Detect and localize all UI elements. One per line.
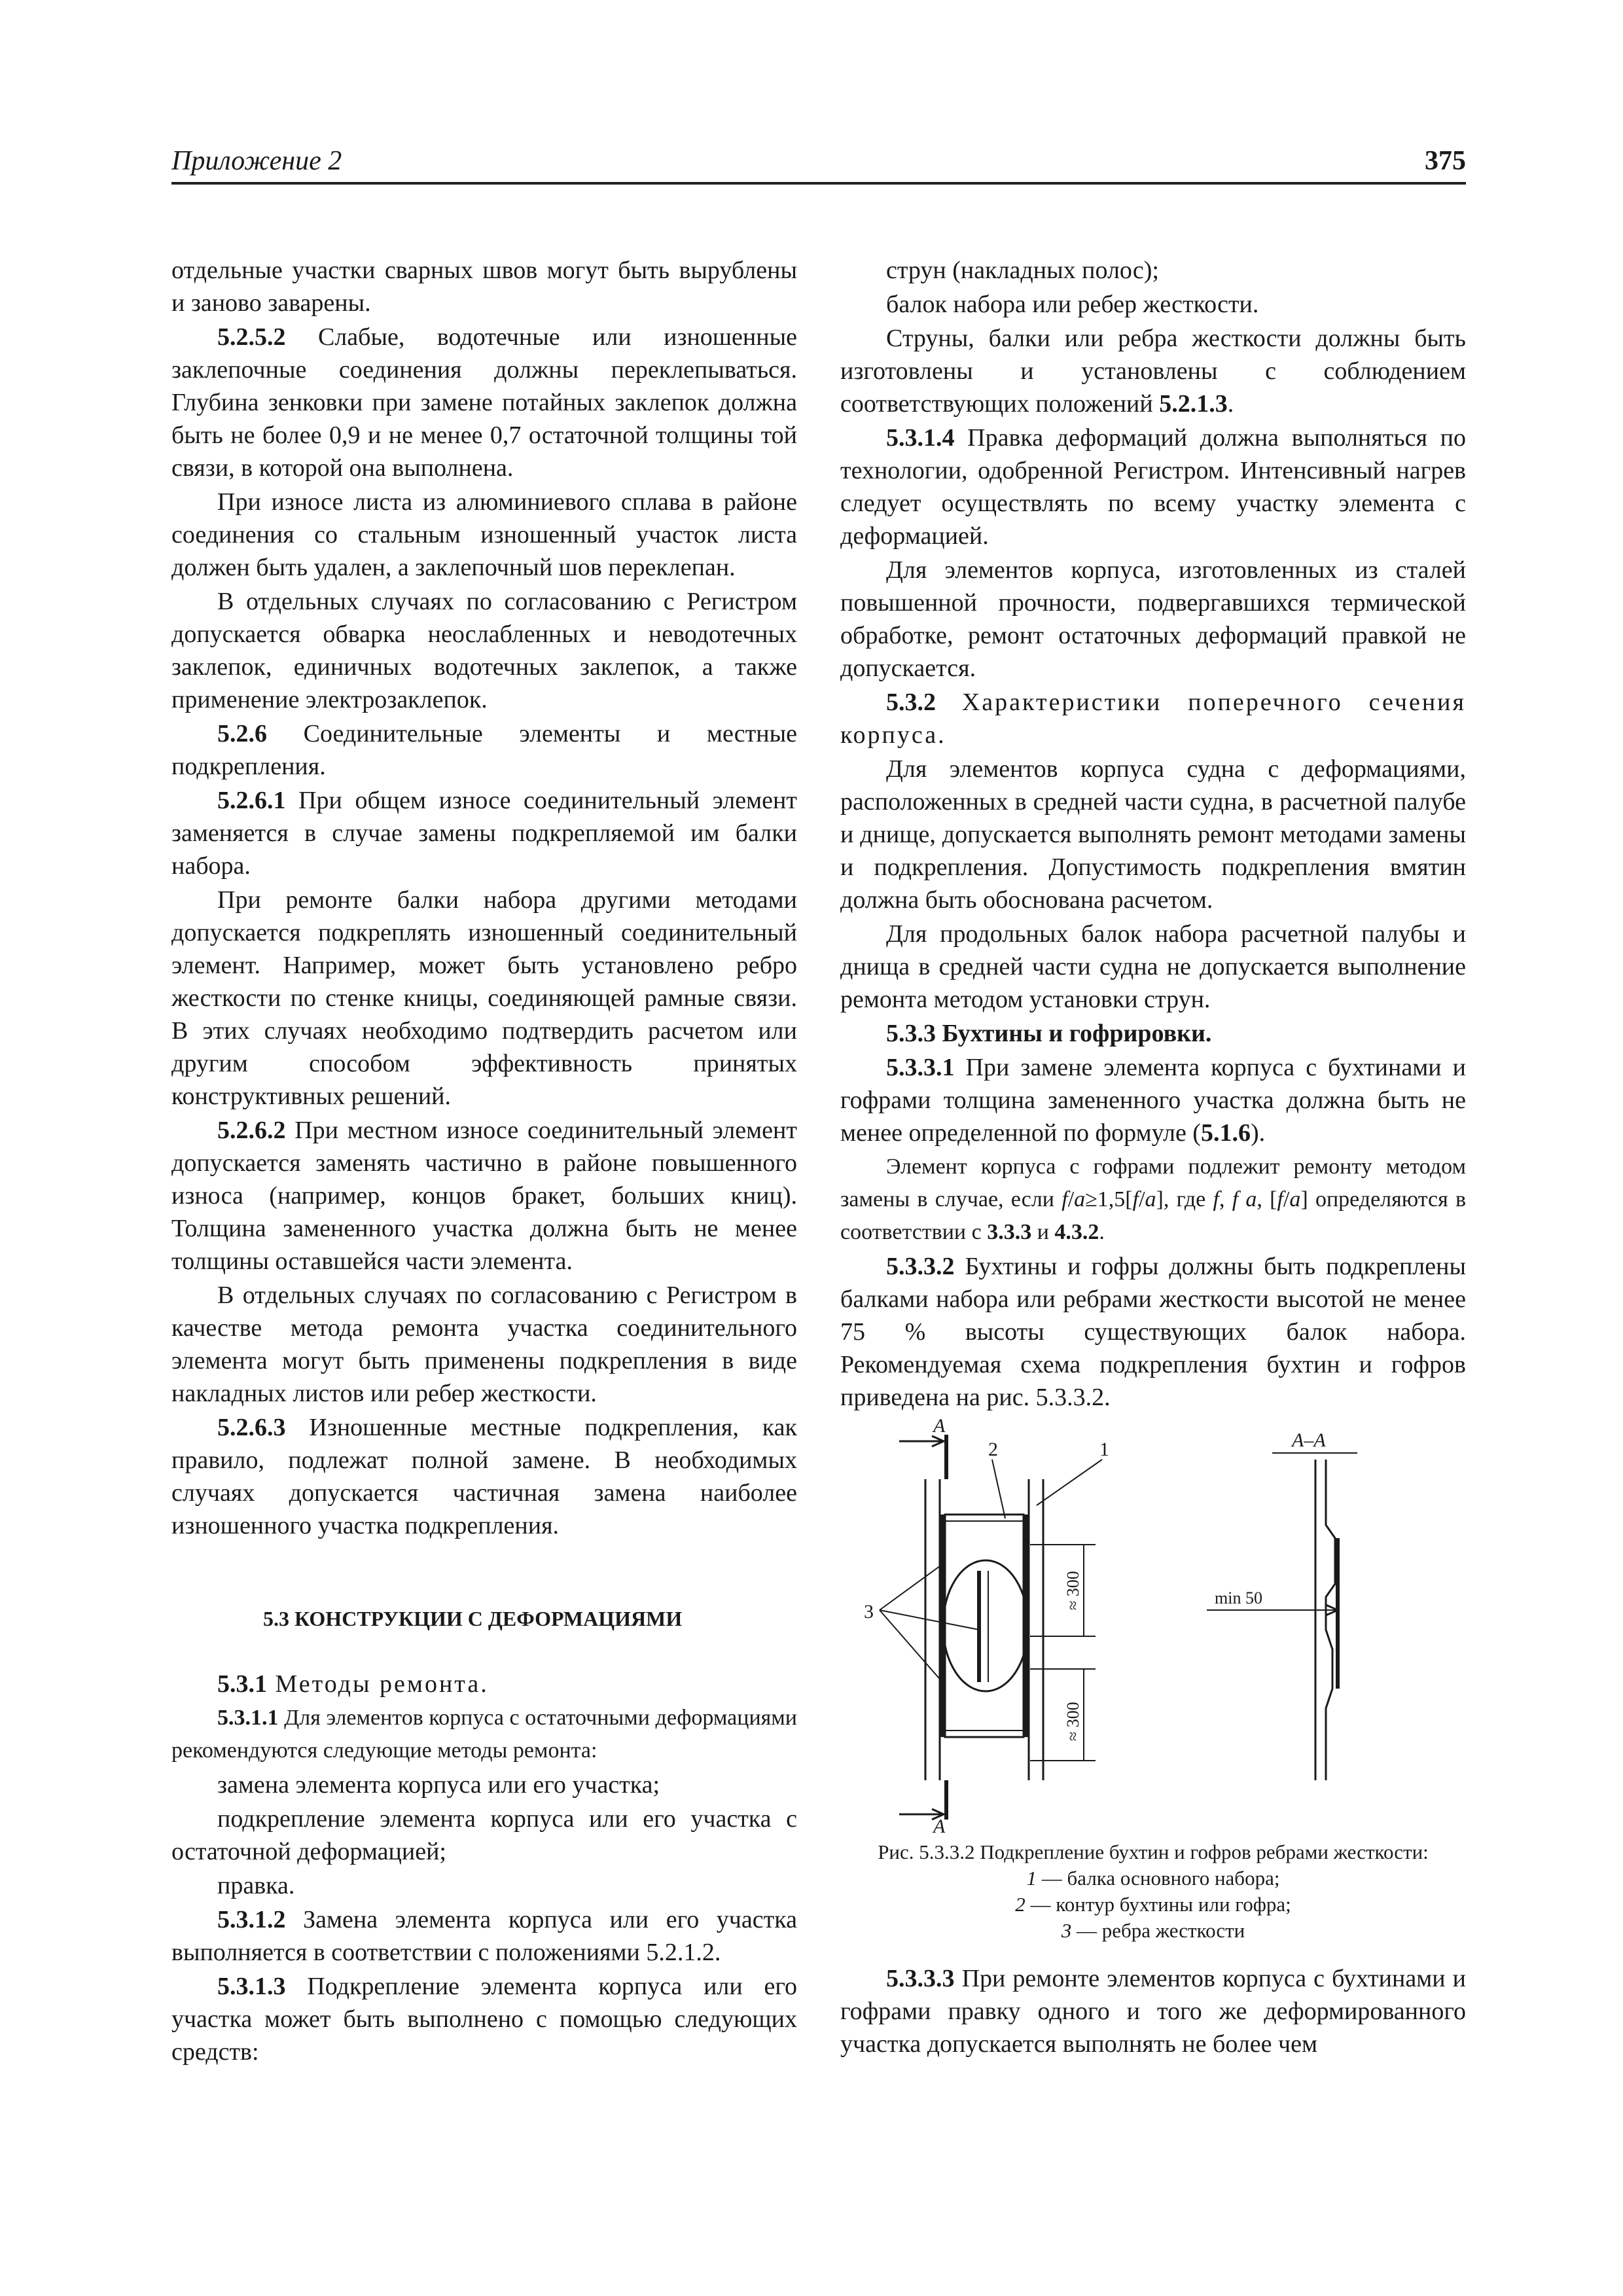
clause-title: Соединительные элементы и местные подкрепления. [171,720,797,780]
min-dimension-label: min 50 [1215,1588,1262,1607]
section-heading: 5.3 КОНСТРУКЦИИ С ДЕФОРМАЦИЯМИ [263,1607,683,1630]
caption-item-number: 2 [1015,1893,1026,1916]
paragraph [171,1411,797,1542]
page-number: 375 [1425,146,1466,176]
paragraph-text: ] определяются в соответствии с [840,1187,1467,1244]
formula-text: , [ [1257,1187,1277,1211]
clause-number: 5.2.6.3 [217,1414,286,1441]
paragraph-text: Замена элемента корпуса или его участка выполняется в соответствии с положениями 5.2.1.2. [171,1906,797,1966]
paragraph-text: Слабые, водотечные или изношенные заклепочные соединения должны переклепываться. Глубина зенковки при замене потайных заклепок должна быть не более 0,9 и не менее 0,7 остаточной толщины той связи, в которой она выполнена. [171,323,797,482]
right-column-continued [840,1962,1466,2062]
formula-text: ], где [1156,1187,1213,1211]
figure-label-a-bottom: A [933,1816,946,1833]
paragraph: В отдельных случаях по согласованию с Регистром допускается обварка неослабленных и неводотечных заклепок, единичных водотечных заклепок, а также применение электрозаклепок. [171,588,797,713]
paragraph: Для продольных балок набора расчетной палубы и днища в средней части судна не допускается выполнение ремонта методом установки струн. [840,920,1466,1013]
list-item: правка. [217,1872,295,1899]
paragraph: Для элементов корпуса, изготовленных из сталей повышенной прочности, подвергавшихся термической обработке, ремонт остаточных деформаций правкой не допускается. [840,556,1466,682]
section-label: A–A [1292,1429,1326,1451]
formula-reference: 5.1.6 [1200,1119,1251,1147]
dimension-label-300-lower: ≈ 300 [1063,1702,1082,1741]
paragraph-text: Правка деформаций должна выполняться по технологии, одобренной Регистром. Интенсивный нагрев следует осуществлять по всему участку элемента с деформацией. [840,424,1466,550]
paragraph [171,717,797,783]
paragraph [840,322,1466,420]
list-item: струн (накладных полос); [886,257,1159,284]
dimension-label-300-upper: ≈ 300 [1063,1571,1082,1610]
caption-item-text: — контур бухтины или гофра; [1025,1893,1291,1916]
paragraph-text: Элемент корпуса с гофрами подлежит ремонту методом замены в случае, если [840,1155,1466,1211]
cross-reference: 3.3.3 [987,1220,1032,1244]
paragraph-text: При общем износе соединительный элемент заменяется в случае замены подкрепляемой им балки набора. [171,787,797,880]
clause-title: Методы ремонта. [267,1670,489,1698]
clause-number: 5.3.1.4 [886,424,955,452]
clause-number: 5.3.1.2 [217,1906,286,1933]
caption-item-text: — балка основного набора; [1037,1867,1280,1890]
formula-text [1238,1187,1245,1211]
formula-text: / [1283,1187,1290,1211]
formula-text: / [1139,1187,1145,1211]
formula-text: / [1067,1187,1075,1211]
clause-number: 5.2.6 [217,720,267,747]
paragraph [840,1051,1466,1149]
paragraph-text: Для элементов корпуса с остаточными деформациями рекомендуются следующие методы ремонта: [171,1706,797,1763]
right-column [840,254,1466,1415]
paragraph [171,1903,797,1969]
formula-symbol: a [1245,1187,1257,1211]
paragraph-text: и [1031,1220,1055,1244]
caption-item-text: — ребра жесткости [1071,1919,1245,1942]
paragraph [171,784,797,882]
clause-number: 5.3.2 [886,689,936,716]
paragraph-text: При местном износе соединительный элемент допускается заменять частично в районе повышенного износа (например, концов бракет, больших книц). Толщина замененного участка должна быть не менее толщины оставшейся части элемента. [171,1117,797,1275]
caption-title: Рис. 5.3.3.2 Подкрепление бухтин и гофров ребрами жесткости: [878,1840,1429,1863]
clause-title: Бухтины и гофрировки. [936,1020,1212,1047]
cross-reference: 4.3.2 [1054,1220,1099,1244]
formula-text: ≥1,5[ [1085,1187,1133,1211]
left-column [171,254,797,2070]
paragraph [171,1114,797,1278]
clause-number: 5.3.1.1 [217,1706,279,1730]
caption-item-1 [840,1865,1466,1892]
list-item: замена элемента корпуса или его участка; [217,1771,660,1799]
clause-title: Характеристики поперечного сечения корпуса. [840,689,1466,749]
clause-number: 5.3.3 [886,1020,936,1047]
figure-stiffener-scheme [840,1414,1466,1833]
formula-symbol: a [1289,1187,1301,1211]
clause-number: 5.3.3.3 [886,1965,955,1992]
paragraph [840,1962,1466,2060]
list-item: балок набора или ребер жесткости. [886,291,1259,318]
formula-symbol: f [1277,1187,1283,1211]
formula-text: , [1219,1187,1232,1211]
paragraph: Для элементов корпуса судна с деформациями, расположенных в средней части судна, в расчетной палубе и днище, допускается выполнять ремонт методами замены и подкрепления. Допустимость подкрепления вмятин должна быть обоснована расчетом. [840,755,1466,914]
paragraph [840,422,1466,552]
clause-number: 5.3.1.3 [217,1973,286,2000]
figure-label-a-top: A [933,1415,946,1437]
paragraph: отдельные участки сварных швов могут быть вырублены и заново заварены. [171,257,797,317]
paragraph [840,1151,1466,1249]
caption-item-number: 1 [1026,1867,1037,1890]
formula-symbol: f [1232,1187,1239,1211]
formula-symbol: f [1061,1187,1068,1211]
paragraph-text: Подкрепление элемента корпуса или его участка может быть выполнено с помощью следующих средств: [171,1973,797,2066]
formula-symbol: a [1074,1187,1086,1211]
figure-caption [840,1839,1466,1944]
paragraph [840,686,1466,751]
paragraph [840,1017,1466,1050]
paragraph: При ремонте балки набора другими методами допускается подкреплять изношенный соединительный элемент. Например, может быть установлено ребро жесткости по стенке кницы, соединяющей рамные связи. В этих случаях необходимо подтвердить расчетом или другим способом эффективность принятых конструктивных решений. [171,886,797,1110]
clause-number: 5.3.3.2 [886,1253,955,1280]
page-header [171,143,1466,185]
clause-number: 5.2.5.2 [217,323,286,351]
clause-number: 5.3.1 [217,1670,267,1698]
formula-symbol: a [1145,1187,1156,1211]
caption-item-number: 3 [1061,1919,1072,1942]
paragraph [171,1970,797,2068]
figure-drawing [840,1414,1466,1833]
paragraph-text: Струны, балки или ребра жесткости должны быть изготовлены и установлены с соблюдением соответствующих положений [840,325,1466,418]
formula-symbol: f [1132,1187,1139,1211]
figure-label-1: 1 [1099,1439,1109,1460]
punctuation: ). [1250,1119,1266,1147]
paragraph-text: Изношенные местные подкрепления, как правило, подлежат полной замене. В необходимых случаях допускается частичная замена наиболее изношенного участка подкрепления. [171,1414,797,1539]
paragraph [840,1250,1466,1414]
paragraph-text: При замене элемента корпуса с бухтинами и гофрами толщина замененного участка должна быть не менее определенной по формуле ( [840,1054,1466,1147]
formula-symbol: f [1213,1187,1219,1211]
punctuation: . [1227,390,1234,418]
paragraph: В отдельных случаях по согласованию с Регистром в качестве метода ремонта участка соединительного элемента могут быть применены подкрепления в виде накладных листов или ребер жесткости. [171,1282,797,1407]
caption-item-3 [840,1918,1466,1944]
paragraph [171,1668,797,1700]
figure-label-3: 3 [864,1601,874,1623]
clause-number: 5.2.6.1 [217,787,286,814]
caption-item-2 [840,1892,1466,1918]
paragraph [171,1702,797,1767]
paragraph-text: При ремонте элементов корпуса с бухтинами и гофрами правку одного и того же деформированного участка допускается выполнять не более чем [840,1965,1466,2058]
running-title: Приложение 2 [171,146,342,176]
figure-label-2: 2 [988,1439,998,1460]
paragraph-text: Бухтины и гофры должны быть подкреплены балками набора или ребрами жесткости высотой не менее 75 % высоты существующих балок набора. Рекомендуемая схема подкрепления бухтин и гофров приведена на рис. 5.3.3.2. [840,1253,1466,1411]
cross-reference: 5.2.1.3 [1159,390,1228,418]
list-item: подкрепление элемента корпуса или его участка с остаточной деформацией; [171,1805,797,1865]
punctuation: . [1099,1220,1105,1244]
clause-number: 5.3.3.1 [886,1054,955,1081]
paragraph [171,321,797,484]
clause-number: 5.2.6.2 [217,1117,286,1144]
paragraph: При износе листа из алюминиевого сплава в районе соединения со стальным изношенный участок листа должен быть удален, а заклепочный шов переклепан. [171,488,797,581]
